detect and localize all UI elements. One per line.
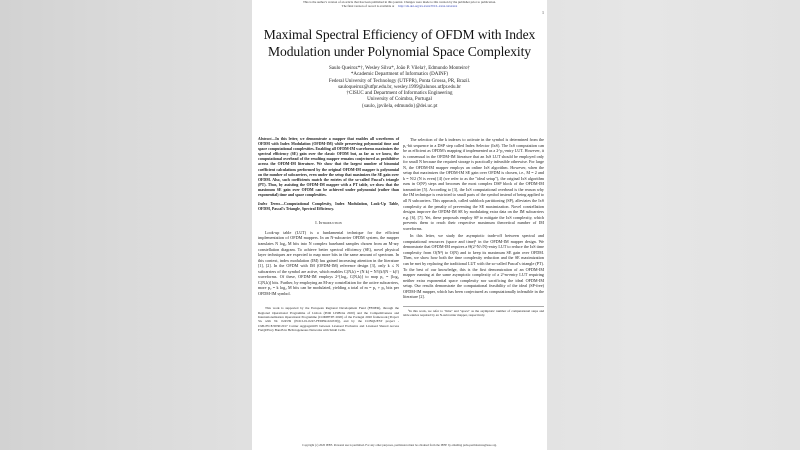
affiliation-1-email: sauloqueiroz@utfpr.edu.br, wesley.1999@alunos.utfpr.edu.br [338,84,461,90]
index-terms [258,202,399,212]
doi-link[interactable]: http://dx.doi.org/xx.xxxx/WCL.xxxx.xxxxxxx [398,4,458,9]
right-paragraph-1: The selection of the k indexes to activate in the symbol is determined from the p₁-bit sequence in a DSP step called Index Selector (IxS). The IxS computation can be as efficient as OFDM's mapping if implemented as a 2^p₁-entry LUT. However, it is consensual in the OFDM-IM literature that an IxS LUT should be employed only for small N because the required storage is practically infeasible otherwise. For large N, the OFDM-IM mapper employs an online IxS algorithm. However, when the setup that maximizes the OFDM-IM SE gain over OFDM is chosen, i.e., M = 2 and k = N/2 (N is even) [4] (we refer to as the "ideal setup"), the original IxS algorithm runs in O(N²) steps and becomes the most complex DSP block of the OFDM-IM transmitter [5]. According to [3], the IxS computational overhead is the reason why the IM technique is restricted to small parts of the symbol instead of being applied to all N subcarriers. This approach, called subblock partitioning (SP), alleviates the IxS complexity at the penalty of preventing the SE maximization. Novel constellation designs improve the OFDM-IM SE by modulating extra data on the IM subcarriers e.g. [6], [7]. Yet, these proposals employ SP to mitigate the IxS complexity, which prevents them to reach their respective maximum theoretical number of IM waveforms. [403,137,544,231]
author-block [252,66,547,110]
index-terms-text: —Computational Complexity, Index Modulation, Look-Up Table, OFDM, Pascal's Triangle, Spectral Efficiency. [258,202,399,212]
right-column [403,137,544,317]
affiliation-1-dept: *Academic Department of Informatics (DAINF) [350,72,449,78]
funding-note: This work is supported by the European Regional Development Fund (FEDER), through the Regional Operational Programme of Lisbon (POR LISBOA 2020) and the Competitiveness and Internationalization Operational Programme (COMPETE 2020) of the Portugal 2020 framework [Project 5G with Nr. 024539 (POCI-01-0247-FEDER-024539)], and by the CONQUEST project - CMU/ECE/0030/2017 Carrier AggregatiON between Licensed Exclusive and Licensed Shared Access FreQUEncy BandS in HeTerogeneous Networks with Small Cells. [258,306,399,332]
banner-prefix: The final version of record is available at [341,4,395,9]
section-heading-introduction: I. Introduction [315,220,342,226]
page-number: 1 [542,10,544,15]
abstract-text: —In this letter, we demonstrate a mapper that enables all waveforms of OFDM with Index Modulation (OFDM-IM) while preserving polynomial time and space computational complexities. Enabling all OFDM-IM waveforms maximizes the spectral efficiency (SE) gain over the classic OFDM but, as far as we know, the computational overhead of the resulting mapper remains conjectured as prohibitive across the OFDM-IM literature. We show that the largest number of binomial coefficient calculations performed by the original OFDM-IM mapper is polynomial on the number of subcarriers, even under the setup that maximizes the SE gain over OFDM. Also, such coefficients match the entries of the so-called Pascal's triangle (PT). Thus, by assisting the OFDM-IM mapper with a PT table, we show that the maximum SE gain over OFDM can be achieved under polynomial (rather than exponential) time and space complexities. [258,137,399,198]
intro-paragraph-1: Look-up table (LUT) is a fundamental technique for the efficient implementation of OFDM mappers. In an N-subcarrier OFDM system, the mapper translates N log₂ M bits into N complex baseband samples chosen from an M-ary constellation diagram. To achieve better spectral efficiency (SE), novel physical layer techniques are expected to map more bits in the same amount of spectrum. In this context, index modulation (IM) has gained increasing attention in the literature [1], [2]. In the OFDM with IM (OFDM-IM) reference design [3], only k ≤ N subcarriers of the symbol are active, which enables C(N,k) = (N k) = N!/(k!(N − k)!) waveforms. Of these, OFDM-IM employs 2^⌊log₂ C(N,k)⌋ to map p₁ = ⌊log₂ C(N,k)⌋ bits. Further, by employing an M-ary constellation for the active subcarriers, more p₂ = k log₂ M bits can be modulated, yielding a total of m = p₁ + p₂ bits per OFDM-IM symbol. [258,229,399,296]
affiliation-2-univ: University of Coimbra, Portugal [367,97,432,103]
author-names: Saulo Queiroz*†, Wesley Silva*, João P. Vilela†, Edmundo Monteiro† [328,66,471,71]
affiliation-2-email: {saulo, jpvilela, edmundo}@dei.uc.pt [361,103,438,109]
footnote-1: ¹In this work, we refer to "time" and "space" as the asymptotic number of computational steps and table entries required by an N-subcarrier mapper, respectively. [403,306,544,318]
affiliation-1-univ: Federal University of Technology (UTFPR), Ponta Grossa, PR, Brazil. [328,78,471,84]
abstract [258,137,399,198]
copyright-notice: Copyright (c) 2020 IEEE. Personal use is permitted. For any other purposes, permission must be obtained from the IEEE by emailing pubs-permissions@ieee.org. [302,443,497,447]
right-paragraph-2: In this letter, we study the asymptotic trade-off between spectral and computational resources (space and time)¹ in the OFDM-IM mapper design. We demonstrate that OFDM-IM requires a Θ(2^N/√N)-entry LUT to reduce the IxS time complexity from O(N²) to O(N) and to keep its maximum SE gain over OFDM. Then, we show how both the time complexity reduction and the SE maximization can be met by replacing the traditional LUT with the so-called Pascal's triangle (PT). To the best of our knowledge, this is the first demonstration of an OFDM-IM mapper running at the same asymptotic complexity of a 2^m-entry LUT requiring neither extra exponential space complexity nor sacrificing the ideal OFDM-IM setup. Our results demonstrate the computational feasibility of the ideal (SP-free) OFDM-IM mapper, which has been conjectured as computationally infeasible in the literature [2]. [403,233,544,300]
index-terms-label: Index Terms [258,202,281,207]
banner-notice: This is the author's version of an article that has been published in this journal. Changes were made to this version by the publisher prior to publication. [302,0,497,4]
paper-page [252,0,547,450]
left-column [258,137,399,332]
paper-title: Maximal Spectral Efficiency of OFDM with Index Modulation under Polynomial Space Complexity [263,27,536,59]
publication-banner [252,0,547,8]
affiliation-2-dept: †CISUC and Department of Informatics Engineering [346,91,453,97]
abstract-label: Abstract [258,137,272,141]
